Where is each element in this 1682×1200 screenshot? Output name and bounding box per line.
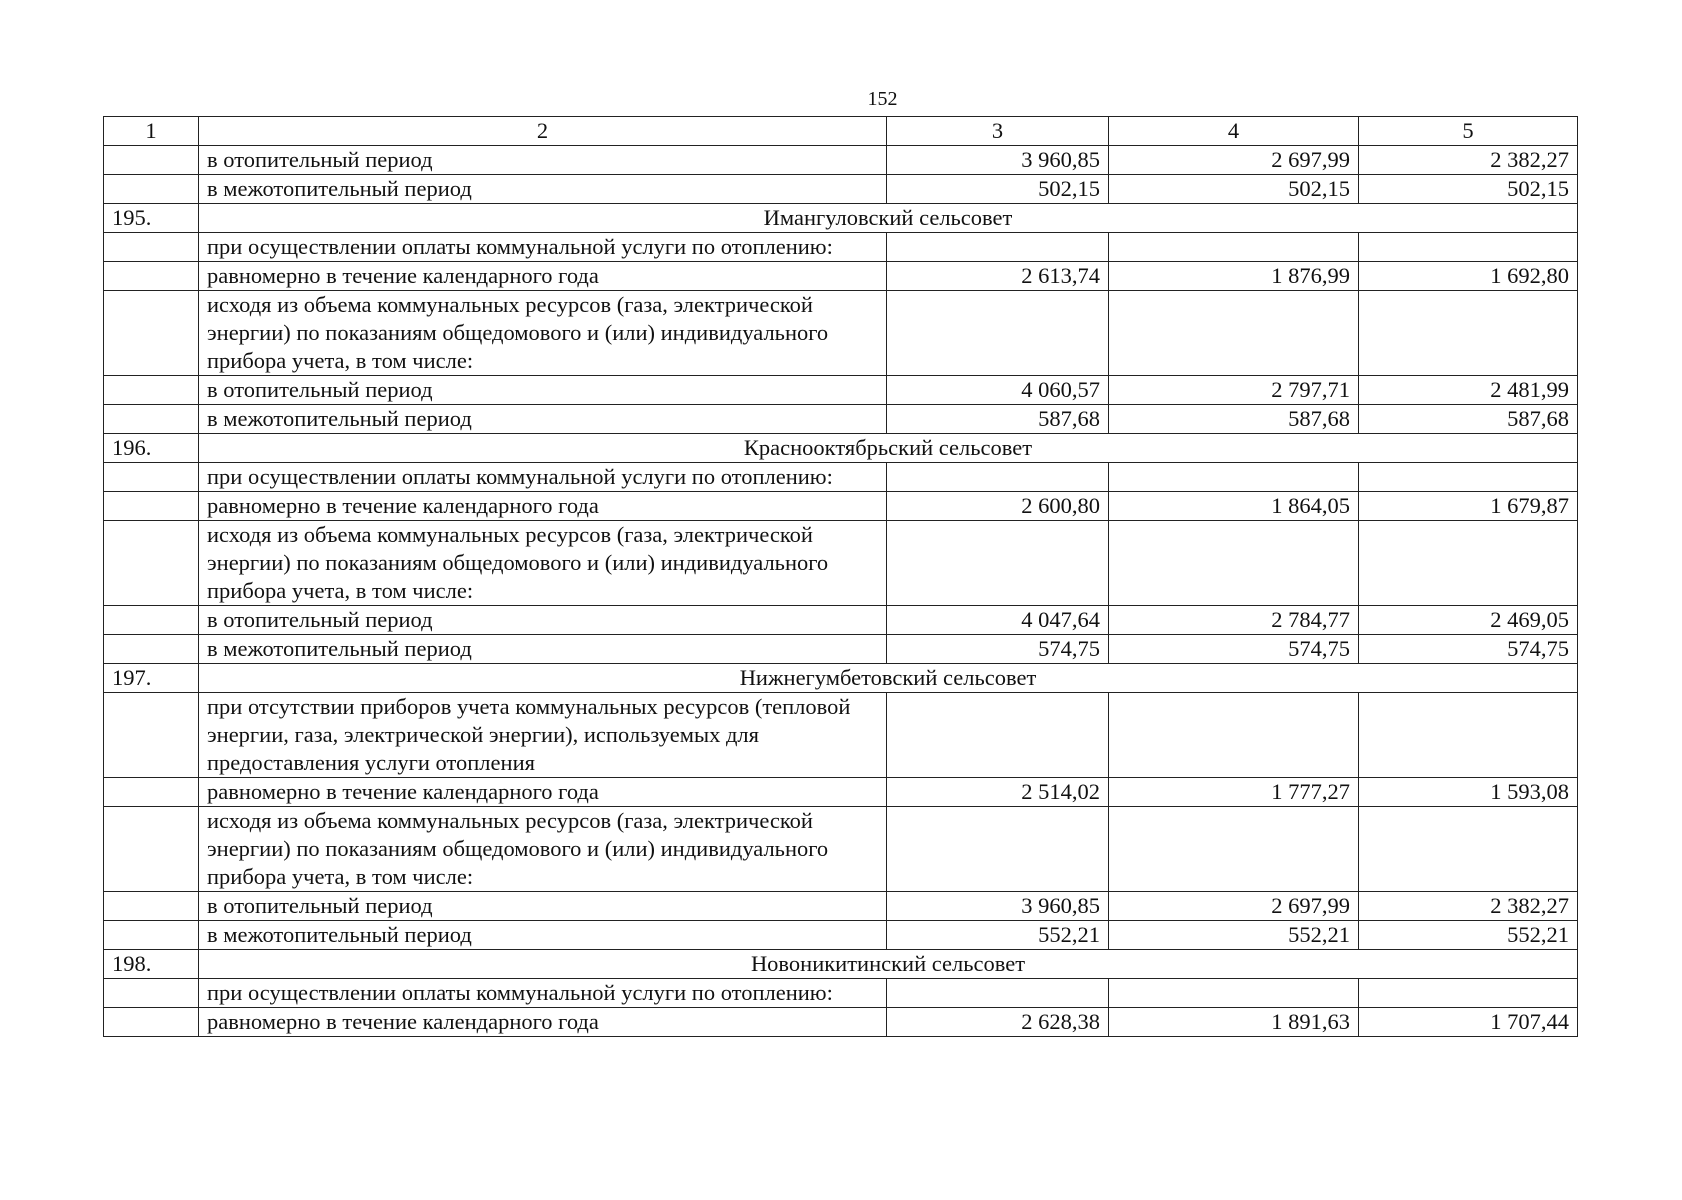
- row-number-cell: [104, 492, 199, 521]
- value-col-5: 1 679,87: [1359, 492, 1578, 521]
- value-col-5: [1359, 521, 1578, 606]
- value-col-4: 1 876,99: [1109, 262, 1359, 291]
- row-label: в межотопительный период: [199, 921, 887, 950]
- row-number-cell: [104, 262, 199, 291]
- value-col-4: 2 797,71: [1109, 376, 1359, 405]
- column-header-5: 5: [1359, 117, 1578, 146]
- value-col-3: 3 960,85: [887, 146, 1109, 175]
- value-col-5: 2 382,27: [1359, 146, 1578, 175]
- section-title: Краснооктябрьский сельсовет: [199, 434, 1578, 463]
- value-col-5: 2 469,05: [1359, 606, 1578, 635]
- row-number-cell: [104, 521, 199, 606]
- row-number-cell: [104, 693, 199, 778]
- value-col-3: 4 047,64: [887, 606, 1109, 635]
- value-col-4: 502,15: [1109, 175, 1359, 204]
- value-col-5: 1 692,80: [1359, 262, 1578, 291]
- table-row: [104, 892, 1578, 921]
- section-number: 196.: [104, 434, 199, 463]
- table-row: [104, 635, 1578, 664]
- table-row: [104, 405, 1578, 434]
- value-col-3: 574,75: [887, 635, 1109, 664]
- table-row: [104, 979, 1578, 1008]
- value-col-4: [1109, 807, 1359, 892]
- value-col-3: [887, 463, 1109, 492]
- value-col-5: 1 593,08: [1359, 778, 1578, 807]
- row-label: в межотопительный период: [199, 635, 887, 664]
- value-col-4: [1109, 233, 1359, 262]
- table-row: [104, 376, 1578, 405]
- row-number-cell: [104, 233, 199, 262]
- section-row: [104, 950, 1578, 979]
- value-col-4: [1109, 979, 1359, 1008]
- value-col-5: 502,15: [1359, 175, 1578, 204]
- value-col-3: [887, 693, 1109, 778]
- value-col-3: 502,15: [887, 175, 1109, 204]
- value-col-3: [887, 233, 1109, 262]
- value-col-4: 1 864,05: [1109, 492, 1359, 521]
- value-col-5: [1359, 463, 1578, 492]
- table-row: [104, 233, 1578, 262]
- value-col-3: [887, 979, 1109, 1008]
- table-row: [104, 463, 1578, 492]
- section-number: 197.: [104, 664, 199, 693]
- table-row: [104, 1008, 1578, 1037]
- row-number-cell: [104, 1008, 199, 1037]
- value-col-3: 4 060,57: [887, 376, 1109, 405]
- table-row: [104, 693, 1578, 778]
- row-label: при осуществлении оплаты коммунальной услуги по отоплению:: [199, 233, 887, 262]
- section-title: Нижнегумбетовский сельсовет: [199, 664, 1578, 693]
- section-row: [104, 434, 1578, 463]
- value-col-4: 1 891,63: [1109, 1008, 1359, 1037]
- value-col-4: [1109, 521, 1359, 606]
- row-label: равномерно в течение календарного года: [199, 1008, 887, 1037]
- value-col-3: 2 600,80: [887, 492, 1109, 521]
- value-col-3: 3 960,85: [887, 892, 1109, 921]
- value-col-4: [1109, 463, 1359, 492]
- value-col-5: 2 382,27: [1359, 892, 1578, 921]
- row-label: при осуществлении оплаты коммунальной услуги по отоплению:: [199, 979, 887, 1008]
- row-number-cell: [104, 405, 199, 434]
- value-col-3: 2 514,02: [887, 778, 1109, 807]
- row-number-cell: [104, 807, 199, 892]
- value-col-4: [1109, 291, 1359, 376]
- value-col-4: 2 697,99: [1109, 146, 1359, 175]
- table-row: [104, 921, 1578, 950]
- column-header-4: 4: [1109, 117, 1359, 146]
- row-label: в отопительный период: [199, 376, 887, 405]
- table-row: [104, 262, 1578, 291]
- row-label: равномерно в течение календарного года: [199, 778, 887, 807]
- column-header-3: 3: [887, 117, 1109, 146]
- table-row: [104, 778, 1578, 807]
- row-label: равномерно в течение календарного года: [199, 262, 887, 291]
- section-number: 198.: [104, 950, 199, 979]
- table-row: [104, 291, 1578, 376]
- row-label: исходя из объема коммунальных ресурсов (газа, электрической энергии) по показаниям общедомового и (или) индивидуального прибора учета, в том числе:: [199, 521, 887, 606]
- value-col-3: 2 628,38: [887, 1008, 1109, 1037]
- row-label: в межотопительный период: [199, 405, 887, 434]
- row-label: в отопительный период: [199, 146, 887, 175]
- row-label: в межотопительный период: [199, 175, 887, 204]
- row-number-cell: [104, 778, 199, 807]
- value-col-5: [1359, 979, 1578, 1008]
- row-number-cell: [104, 291, 199, 376]
- value-col-4: 574,75: [1109, 635, 1359, 664]
- row-number-cell: [104, 463, 199, 492]
- column-header-2: 2: [199, 117, 887, 146]
- tariff-table: [103, 116, 1578, 1037]
- table-body: [104, 146, 1578, 1037]
- value-col-5: [1359, 693, 1578, 778]
- row-label: в отопительный период: [199, 892, 887, 921]
- value-col-5: [1359, 291, 1578, 376]
- value-col-4: 552,21: [1109, 921, 1359, 950]
- table-row: [104, 146, 1578, 175]
- section-row: [104, 664, 1578, 693]
- table-row: [104, 606, 1578, 635]
- value-col-3: [887, 521, 1109, 606]
- row-number-cell: [104, 376, 199, 405]
- table-row: [104, 807, 1578, 892]
- section-title: Имангуловский сельсовет: [199, 204, 1578, 233]
- value-col-3: [887, 807, 1109, 892]
- row-number-cell: [104, 979, 199, 1008]
- table-row: [104, 175, 1578, 204]
- row-number-cell: [104, 635, 199, 664]
- value-col-4: 1 777,27: [1109, 778, 1359, 807]
- column-number-row: [104, 117, 1578, 146]
- row-label: исходя из объема коммунальных ресурсов (газа, электрической энергии) по показаниям общедомового и (или) индивидуального прибора учета, в том числе:: [199, 807, 887, 892]
- section-row: [104, 204, 1578, 233]
- row-number-cell: [104, 921, 199, 950]
- table-row: [104, 521, 1578, 606]
- section-number: 195.: [104, 204, 199, 233]
- page-number: 152: [867, 88, 898, 110]
- row-number-cell: [104, 606, 199, 635]
- value-col-4: [1109, 693, 1359, 778]
- column-header-1: 1: [104, 117, 199, 146]
- value-col-3: 587,68: [887, 405, 1109, 434]
- row-label: при отсутствии приборов учета коммунальных ресурсов (тепловой энергии, газа, электрической энергии), используемых для предоставления услуги отопления: [199, 693, 887, 778]
- value-col-4: 587,68: [1109, 405, 1359, 434]
- row-label: равномерно в течение календарного года: [199, 492, 887, 521]
- section-title: Новоникитинский сельсовет: [199, 950, 1578, 979]
- row-label: исходя из объема коммунальных ресурсов (газа, электрической энергии) по показаниям общедомового и (или) индивидуального прибора учета, в том числе:: [199, 291, 887, 376]
- value-col-4: 2 697,99: [1109, 892, 1359, 921]
- value-col-5: 587,68: [1359, 405, 1578, 434]
- value-col-5: 552,21: [1359, 921, 1578, 950]
- row-number-cell: [104, 892, 199, 921]
- value-col-3: 2 613,74: [887, 262, 1109, 291]
- row-number-cell: [104, 146, 199, 175]
- value-col-5: [1359, 233, 1578, 262]
- value-col-5: 574,75: [1359, 635, 1578, 664]
- row-label: при осуществлении оплаты коммунальной услуги по отоплению:: [199, 463, 887, 492]
- value-col-3: 552,21: [887, 921, 1109, 950]
- row-label: в отопительный период: [199, 606, 887, 635]
- value-col-5: 2 481,99: [1359, 376, 1578, 405]
- value-col-5: [1359, 807, 1578, 892]
- value-col-5: 1 707,44: [1359, 1008, 1578, 1037]
- value-col-4: 2 784,77: [1109, 606, 1359, 635]
- value-col-3: [887, 291, 1109, 376]
- table-row: [104, 492, 1578, 521]
- row-number-cell: [104, 175, 199, 204]
